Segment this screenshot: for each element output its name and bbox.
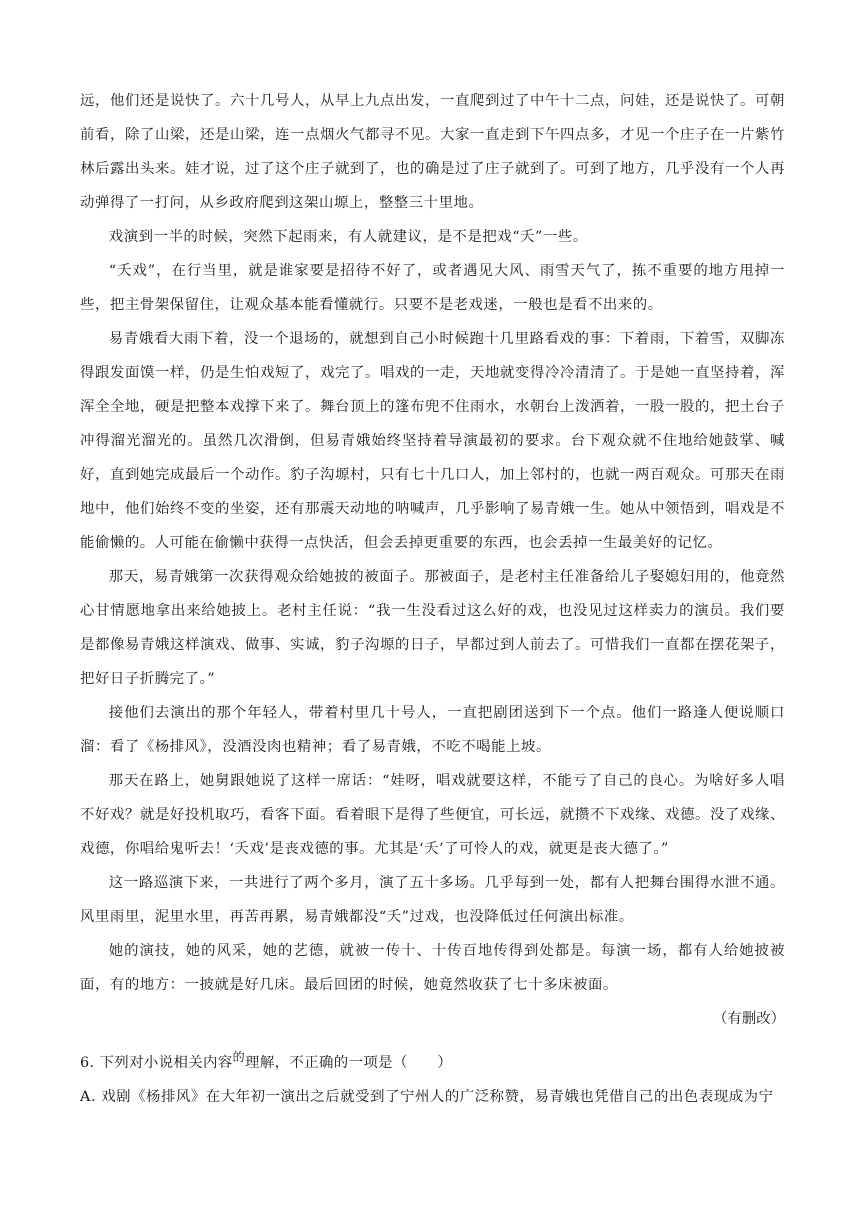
paragraph-1: 远，他们还是说快了。六十几号人，从早上九点出发，一直爬到过了中午十二点，问娃，还是说快了。可朝前看，除了山梁，还是山梁，连一点烟火气都寻不见。大家一直走到下午四点多，才见一个庄子在一片紫竹林后露出头来。娃才说，过了这个庄子就到了，也的确是过了庄子就到了。可到了地方，几乎没有一个人再动弹得了一打问，从乡政府爬到这架山塬上，整整三十里地。 [80,93,785,211]
paragraph-9: 她的演技，她的风采，她的艺德，就被一传十、十传百地传得到处都是。每演一场，都有人给她披被面，有的地方：一披就是好几床。最后回团的时候，她竟然收获了七十多床被面。 [80,943,785,993]
paragraph-6: 接他们去演出的那个年轻人，带着村里几十号人，一直把剧团送到下一个点。他们一路逢人便说顺口溜：看了《杨排风》，没酒没肉也精神；看了易青娥，不吃不喝能上坡。 [80,705,785,755]
question-text-sup: 的 [232,1050,246,1064]
paragraph-2: 戏演到一半的时候，突然下起雨来，有人就建议，是不是把戏“夭”一些。 [108,229,588,245]
question-number: 6. [80,1055,95,1071]
paragraph-4: 易青娥看大雨下着，没一个退场的，就想到自己小时候跑十几里路看戏的事：下着雨，下着雪，双脚冻得跟发面馍一样，仍是生怕戏短了，戏完了。唱戏的一走，天地就变得冷冷清清了。于是她一直坚持着，浑浑全全地，硬是把整本戏撑下来了。舞台顶上的篷布兜不住雨水，水朝台上泼洒着，一股一股的，把土台子冲得溜光溜光的。虽然几次滑倒，但易青娥始终坚持着导演最初的要求。台下观众就不住地给她鼓掌、喊好，直到她完成最后一个动作。豹子沟塬村，只有七十几口人，加上邻村的，也就一两百观众。可那天在雨地中，他们始终不变的坐姿，还有那震天动地的呐喊声，几乎影响了易青娥一生。她从中领悟到，唱戏是不能偷懒的。人可能在偷懒中获得一点快活，但会丢掉更重要的东西，也会丢掉一生最美好的记忆。 [80,331,785,551]
source-note: （有删改） [713,1011,785,1027]
document-page [80,84,785,1114]
question-text-before: 下列对小说相关内容 [99,1055,233,1071]
paragraph-3: “夭戏”，在行当里，就是谁家要是招待不好了，或者遇见大风、雨雪天气了，拣不重要的地方甩掉一些，把主骨架保留住，让观众基本能看懂就行。只要不是老戏迷，一般也是看不出来的。 [80,263,785,313]
question-text-after: 理解，不正确的一项是（ ） [245,1055,453,1071]
question-6 [80,1046,785,1080]
option-a: A. 戏剧《杨排风》在大年初一演出之后就受到了宁州人的广泛称赞，易青娥也凭借自己的出色表现成为宁 [80,1089,774,1105]
paragraph-7: 那天在路上，她舅跟她说了这样一席话：“娃呀，唱戏就要这样，不能亏了自己的良心。为啥好多人唱不好戏？就是好投机取巧，看客下面。看着眼下是得了些便宜，可长远，就攒不下戏缘、戏德。没了戏缘、戏德，你唱给鬼听去！‘夭戏’是丧戏德的事。尤其是‘夭’了可怜人的戏，就更是丧大德了。” [80,773,785,857]
paragraph-8: 这一路巡演下来，一共进行了两个多月，演了五十多场。几乎每到一处，都有人把舞台围得水泄不通。风里雨里，泥里水里，再苦再累，易青娥都没“夭”过戏，也没降低过任何演出标准。 [80,875,785,925]
paragraph-5: 那天，易青娥第一次获得观众给她披的被面子。那被面子，是老村主任准备给儿子娶媳妇用的，他竟然心甘情愿地拿出来给她披上。老村主任说：“我一生没看过这么好的戏，也没见过这样卖力的演员。我们要是都像易青娥这样演戏、做事、实诚，豹子沟塬的日子，早都过到人前去了。可惜我们一直都在摆花架子，把好日子折腾完了。” [80,569,785,687]
